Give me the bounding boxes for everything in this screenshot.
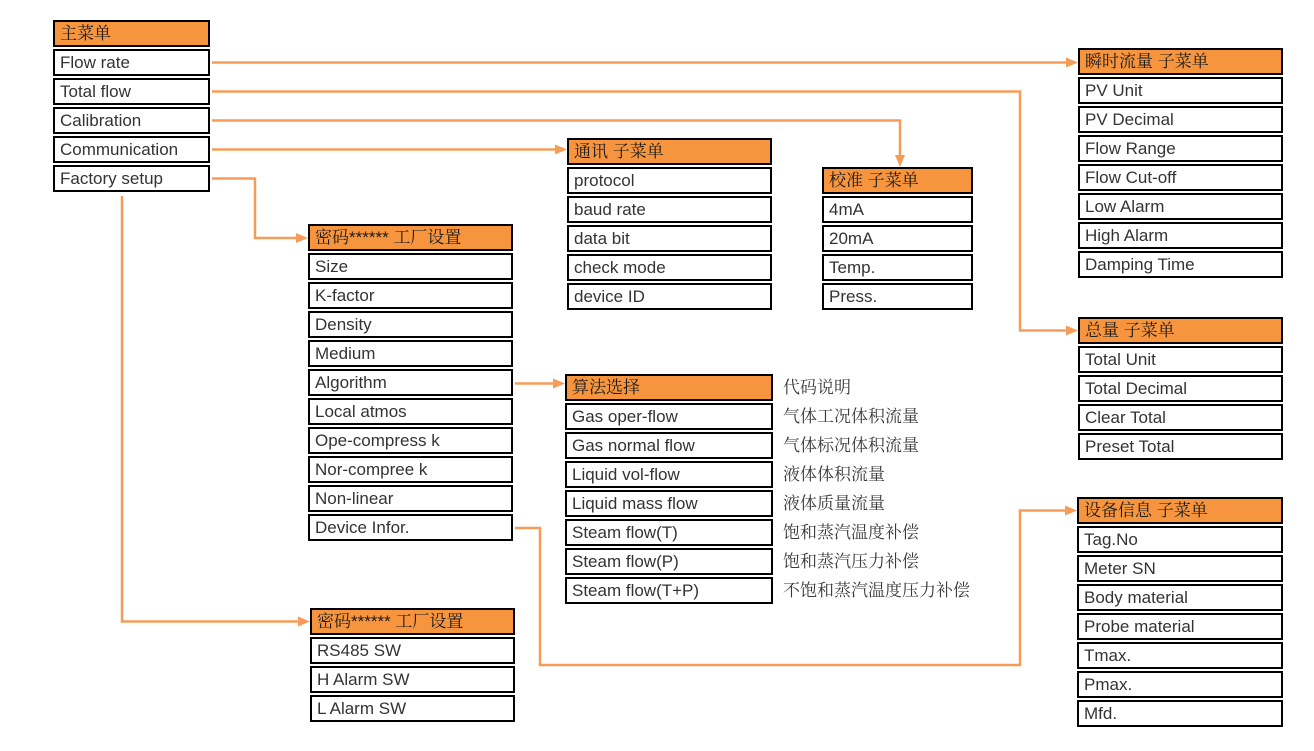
main-menu-item: Flow rate [53,49,210,76]
algorithm-item: Gas oper-flow [565,403,773,430]
device-info-item: Tag.No [1077,526,1283,553]
main-menu-item: Total flow [53,78,210,105]
communication-item: protocol [567,167,772,194]
algorithm-description-rows [781,403,972,604]
instant-flow-submenu-box [1078,48,1283,280]
algorithm-description-item: 饱和蒸汽压力补偿 [783,552,919,571]
factory-setup-switches-box [310,608,515,724]
communication-submenu-box [567,138,772,312]
communication-item: check mode [567,254,772,281]
communication-item: data bit [567,225,772,252]
device-info-item: Mfd. [1077,700,1283,727]
device-info-item: Meter SN [1077,555,1283,582]
main-menu-item: Factory setup [53,165,210,192]
instant-flow-item: PV Decimal [1078,106,1283,133]
algorithm-select-rows [565,403,773,604]
factory-param-item: Device Infor. [308,514,513,541]
device-info-item: Body material [1077,584,1283,611]
algorithm-description-item: 不饱和蒸汽温度压力补偿 [783,581,970,600]
calibration-item: 4mA [822,196,973,223]
factory-param-item: Algorithm [308,369,513,396]
instant-flow-item: Low Alarm [1078,193,1283,220]
total-submenu-rows [1078,346,1283,460]
instant-flow-item: Flow Range [1078,135,1283,162]
communication-rows [567,167,772,310]
algorithm-description-item: 气体工况体积流量 [783,407,919,426]
factory-switch-item: L Alarm SW [310,695,515,722]
algorithm-select-box [565,374,773,606]
device-info-submenu-header: 设备信息 子菜单 [1077,497,1283,524]
algorithm-description-item: 液体质量流量 [783,494,885,513]
factory-setup-params-box [308,224,513,543]
factory-param-item: Size [308,253,513,280]
connector-factory-setup-to-factory-params [212,179,297,239]
total-submenu-header: 总量 子菜单 [1078,317,1283,344]
device-info-rows [1077,526,1283,727]
algorithm-item: Liquid mass flow [565,490,773,517]
algorithm-description-column [781,374,972,606]
connector-factory-setup-to-factory-switches [122,196,299,622]
calibration-item: Press. [822,283,973,310]
factory-param-item: Local atmos [308,398,513,425]
device-info-item: Probe material [1077,613,1283,640]
main-menu-header: 主菜单 [53,20,210,47]
calibration-rows [822,196,973,310]
factory-param-item: Nor-compree k [308,456,513,483]
factory-param-item: Density [308,311,513,338]
factory-switch-item: H Alarm SW [310,666,515,693]
factory-setup-switches-rows [310,637,515,722]
main-menu-box [53,20,210,194]
main-menu-rows [53,49,210,192]
instant-flow-item: Flow Cut-off [1078,164,1283,191]
algorithm-item: Steam flow(T+P) [565,577,773,604]
calibration-item: Temp. [822,254,973,281]
factory-setup-params-header: 密码****** 工厂设置 [308,224,513,251]
factory-param-item: Non-linear [308,485,513,512]
communication-item: device ID [567,283,772,310]
algorithm-item: Steam flow(P) [565,548,773,575]
algorithm-description-item: 液体体积流量 [783,465,885,484]
communication-item: baud rate [567,196,772,223]
algorithm-select-header: 算法选择 [565,374,773,401]
main-menu-item: Calibration [53,107,210,134]
total-submenu-box [1078,317,1283,462]
algorithm-item: Steam flow(T) [565,519,773,546]
communication-submenu-header: 通讯 子菜单 [567,138,772,165]
instant-flow-item: Damping Time [1078,251,1283,278]
calibration-item: 20mA [822,225,973,252]
instant-flow-submenu-header: 瞬时流量 子菜单 [1078,48,1283,75]
main-menu-item: Communication [53,136,210,163]
total-item: Total Decimal [1078,375,1283,402]
algorithm-item: Liquid vol-flow [565,461,773,488]
instant-flow-rows [1078,77,1283,278]
device-info-item: Tmax. [1077,642,1283,669]
total-item: Total Unit [1078,346,1283,373]
algorithm-item: Gas normal flow [565,432,773,459]
factory-param-item: Medium [308,340,513,367]
total-item: Preset Total [1078,433,1283,460]
factory-switch-item: RS485 SW [310,637,515,664]
device-info-item: Pmax. [1077,671,1283,698]
device-info-submenu-box [1077,497,1283,729]
total-item: Clear Total [1078,404,1283,431]
factory-setup-params-rows [308,253,513,541]
algorithm-description-item: 饱和蒸汽温度补偿 [783,523,919,542]
factory-setup-switches-header: 密码****** 工厂设置 [310,608,515,635]
instant-flow-item: High Alarm [1078,222,1283,249]
factory-param-item: Ope-compress k [308,427,513,454]
calibration-submenu-header: 校准 子菜单 [822,167,973,194]
algorithm-description-title: 代码说明 [783,378,851,397]
algorithm-description-item: 气体标况体积流量 [783,436,919,455]
factory-param-item: K-factor [308,282,513,309]
instant-flow-item: PV Unit [1078,77,1283,104]
calibration-submenu-box [822,167,973,312]
